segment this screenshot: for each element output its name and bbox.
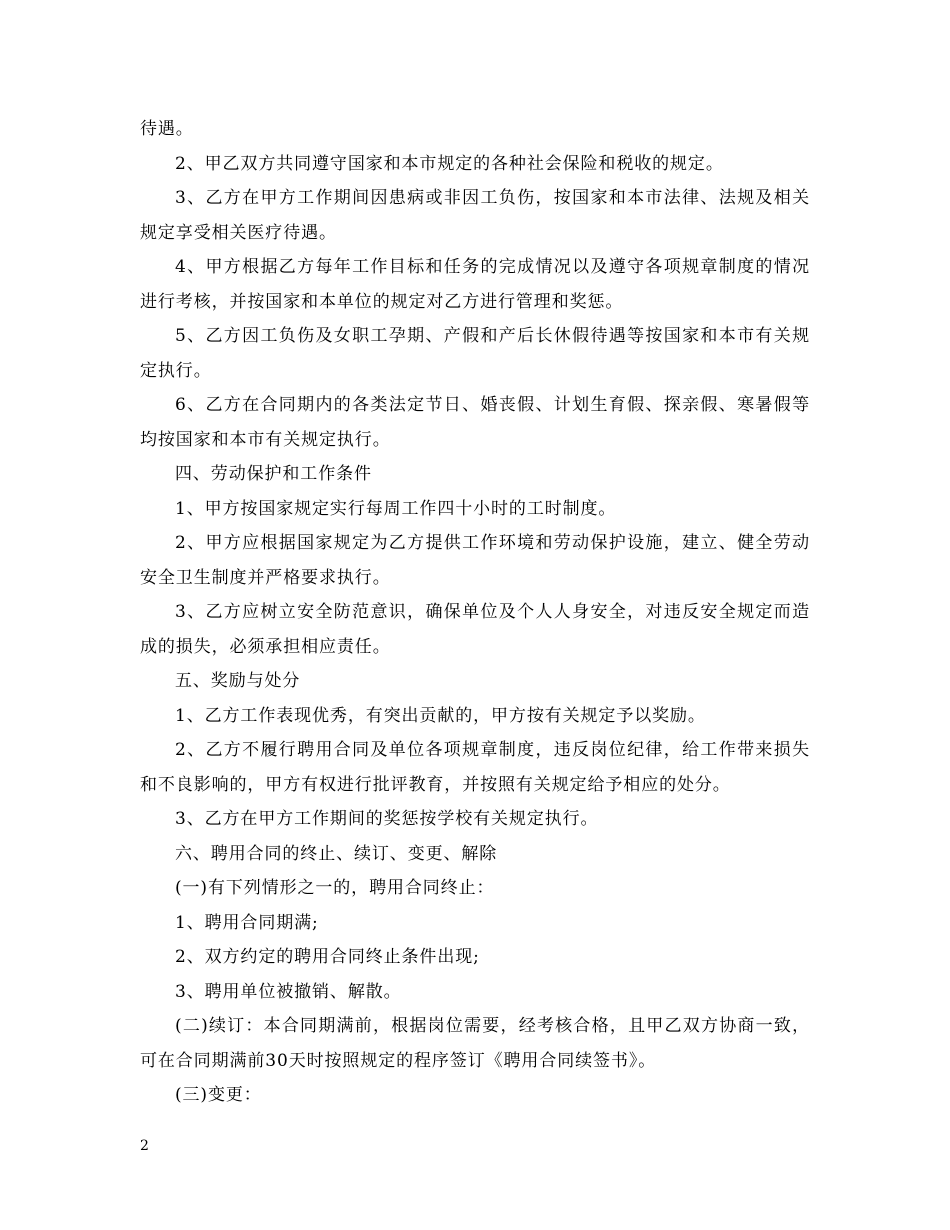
list-item: 1、聘用合同期满;	[175, 912, 319, 933]
section-heading: 五、奖励与处分	[175, 671, 301, 691]
page-number: 2	[140, 1138, 149, 1154]
paragraph: 3、乙方应树立安全防范意识，确保单位及个人人身安全，对违反安全规定而造成的损失，必须承担相应责任。	[140, 602, 810, 657]
paragraph: 1、乙方工作表现优秀，有突出贡献的，甲方按有关规定予以奖励。	[175, 705, 706, 726]
paragraph: 4、甲方根据乙方每年工作目标和任务的完成情况以及遵守各项规章制度的情况进行考核，并按国家和本单位的规定对乙方进行管理和奖惩。	[140, 257, 810, 312]
list-item: 3、聘用单位被撤销、解散。	[175, 981, 402, 1002]
paragraph: 5、乙方因工负伤及女职工孕期、产假和产后长休假待遇等按国家和本市有关规定执行。	[140, 326, 810, 381]
paragraph: (一)有下列情形之一的，聘用合同终止：	[175, 878, 495, 898]
paragraph: 待遇。	[140, 119, 194, 139]
paragraph: 2、甲乙双方共同遵守国家和本市规定的各种社会保险和税收的规定。	[175, 153, 724, 174]
paragraph: (三)变更：	[175, 1085, 262, 1105]
paragraph: 3、乙方在甲方工作期间因患病或非因工负伤，按国家和本市法律、法规及相关规定享受相关医疗待遇。	[140, 188, 810, 243]
paragraph: 2、甲方应根据国家规定为乙方提供工作环境和劳动保护设施，建立、健全劳动安全卫生制度并严格要求执行。	[140, 533, 810, 588]
section-heading: 六、聘用合同的终止、续订、变更、解除	[175, 843, 498, 864]
section-heading: 四、劳动保护和工作条件	[175, 464, 372, 484]
paragraph: (二)续订：本合同期满前，根据岗位需要，经考核合格，且甲乙双方协商一致，可在合同期满前30天时按照规定的程序签订《聘用合同续签书》。	[140, 1016, 810, 1071]
document-body	[140, 112, 810, 1113]
paragraph: 3、乙方在甲方工作期间的奖惩按学校有关规定执行。	[175, 809, 599, 829]
list-item: 2、双方约定的聘用合同终止条件出现;	[175, 947, 480, 967]
paragraph: 6、乙方在合同期内的各类法定节日、婚丧假、计划生育假、探亲假、寒暑假等均按国家和本市有关规定执行。	[140, 395, 810, 450]
paragraph: 1、甲方按国家规定实行每周工作四十小时的工时制度。	[175, 498, 617, 519]
paragraph: 2、乙方不履行聘用合同及单位各项规章制度，违反岗位纪律，给工作带来损失和不良影响的，甲方有权进行批评教育，并按照有关规定给予相应的处分。	[140, 740, 810, 795]
